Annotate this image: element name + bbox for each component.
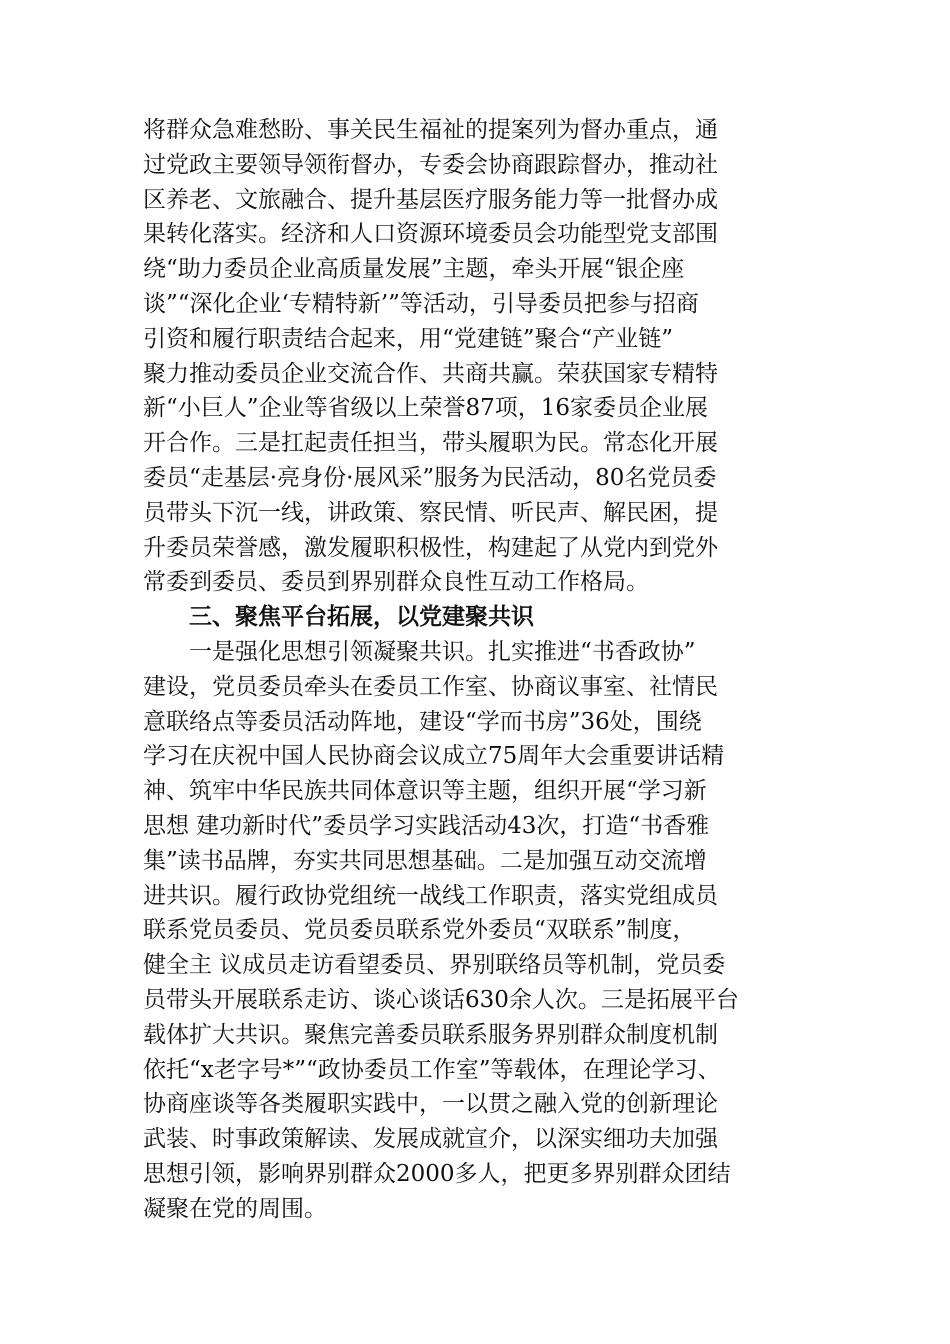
paragraph-line: 聚力推动委员企业交流合作、共商共赢。荣获国家专精特 bbox=[143, 360, 718, 387]
paragraph-line: 员带头开展联系走访、谈心谈话630余人次。三是拓展平台 bbox=[143, 986, 739, 1013]
paragraph-line: 开合作。三是扛起责任担当，带头履职为民。常态化开展 bbox=[143, 430, 718, 457]
paragraph-line: 委员“走基层·亮身份·展风采”服务为民活动，80名党员委 bbox=[143, 464, 717, 491]
paragraph-line: 神、筑牢中华民族共同体意识等主题，组织开展“学习新 bbox=[143, 778, 707, 805]
paragraph-line: 区养老、文旅融合、提升基层医疗服务能力等一批督办成 bbox=[143, 186, 718, 213]
section-heading: 三、聚焦平台拓展，以党建聚共识 bbox=[189, 604, 534, 631]
paragraph-line: 新“小巨人”企业等省级以上荣誉87项，16家委员企业展 bbox=[143, 395, 709, 422]
paragraph-line: 果转化落实。经济和人口资源环境委员会功能型党支部围 bbox=[143, 221, 718, 248]
paragraph-line: 联系党员委员、党员委员联系党外委员“双联系”制度， bbox=[143, 917, 696, 944]
paragraph-line: 协商座谈等各类履职实践中，一以贯之融入党的创新理论 bbox=[143, 1091, 718, 1118]
paragraph-line: 思想 建功新时代”委员学习实践活动43次，打造“书香雅 bbox=[143, 812, 710, 839]
paragraph-line: 过党政主要领导领衔督办，专委会协商跟踪督办，推动社 bbox=[143, 151, 718, 178]
paragraph-line: 升委员荣誉感，激发履职积极性，构建起了从党内到党外 bbox=[143, 534, 718, 561]
paragraph-line: 绕“助力委员企业高质量发展”主题，牵头开展“银企座 bbox=[143, 256, 685, 283]
paragraph-line: 学习在庆祝中国人民协商会议成立75周年大会重要讲话精 bbox=[143, 743, 725, 770]
paragraph-line: 引资和履行职责结合起来，用“党建链”聚合“产业链” bbox=[143, 325, 674, 352]
paragraph-line: 载体扩大共识。聚焦完善委员联系服务界别群众制度机制 bbox=[143, 1021, 718, 1048]
paragraph-line: 凝聚在党的周围。 bbox=[143, 1195, 327, 1222]
body-text bbox=[143, 113, 823, 1227]
paragraph-line: 武装、时事政策解读、发展成就宣介，以深实细功夫加强 bbox=[143, 1126, 718, 1153]
paragraph-line: 谈”“深化企业‘专精特新’”等活动，引导委员把参与招商 bbox=[143, 290, 699, 317]
paragraph-line: 员带头下沉一线，讲政策、察民情、听民声、解民困，提 bbox=[143, 499, 718, 526]
paragraph-line: 意联络点等委员活动阵地，建设“学而书房”36处，围绕 bbox=[143, 708, 702, 735]
paragraph-line: 进共识。履行政协党组统一战线工作职责，落实党组成员 bbox=[143, 882, 718, 909]
paragraph-line: 一是强化思想引领凝聚共识。扎实推进“书香政协” bbox=[189, 638, 696, 665]
paragraph-line: 将群众急难愁盼、事关民生福祉的提案列为督办重点，通 bbox=[143, 117, 718, 143]
paragraph-line: 集”读书品牌，夯实共同思想基础。二是加强互动交流增 bbox=[143, 847, 707, 874]
paragraph-line: 依托“x老字号*”“政协委员工作室”等载体，在理论学习、 bbox=[143, 1056, 721, 1083]
paragraph-line: 常委到委员、委员到界别群众良性互动工作格局。 bbox=[143, 569, 649, 596]
paragraph-line: 思想引领，影响界别群众2000多人，把更多界别群众团结 bbox=[143, 1160, 731, 1187]
paragraph-line: 建设，党员委员牵头在委员工作室、协商议事室、社情民 bbox=[143, 673, 718, 700]
paragraph-line: 健全主 议成员走访看望委员、界别联络员等机制，党员委 bbox=[143, 952, 726, 979]
